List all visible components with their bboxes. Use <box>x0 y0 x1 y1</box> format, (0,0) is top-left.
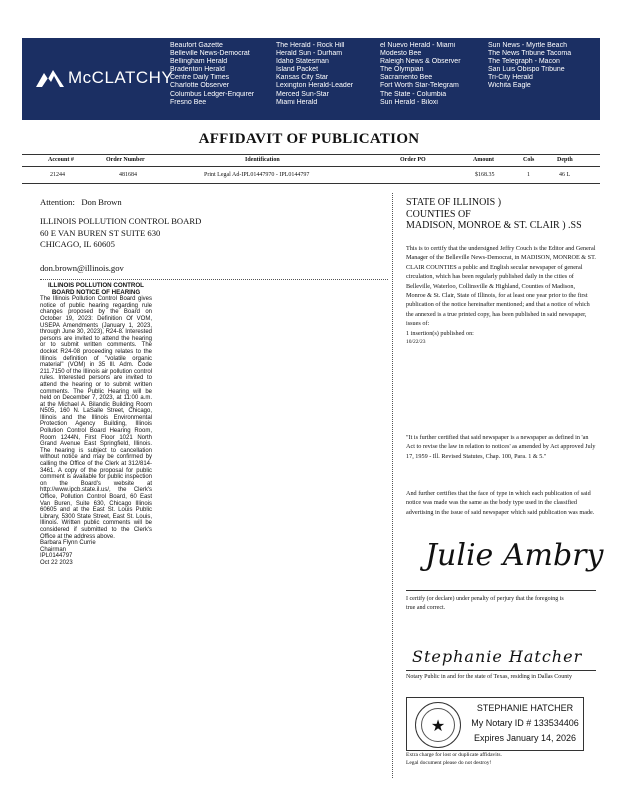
header-cols: Cols <box>523 157 535 163</box>
value-depth: 46 L <box>559 172 571 178</box>
address-line: 60 E VAN BUREN ST SUITE 630 <box>40 227 161 238</box>
state-block <box>406 197 596 232</box>
publication-name: Lexington Herald-Leader <box>276 82 354 90</box>
notice-signoff: Chairman <box>40 546 67 553</box>
publication-name: Bradenton Herald <box>170 66 225 74</box>
editor-signature: Julie Ambry <box>425 538 604 573</box>
notary-expiry: Expires January 14, 2026 <box>473 733 577 743</box>
publication-name: The Herald - Rock Hill <box>276 42 345 49</box>
notary-name: STEPHANIE HATCHER <box>476 703 574 713</box>
value-amount: $168.35 <box>475 172 495 178</box>
attention-label: Attention: <box>40 197 75 207</box>
header-amount: Amount <box>473 157 495 163</box>
notary-stamp <box>406 697 584 751</box>
publication-name <box>488 99 598 107</box>
stamp-text <box>469 701 581 746</box>
insertion-count: 1 insertion(s) published on: <box>406 329 474 337</box>
notary-signature: Stephanie Hatcher <box>412 647 583 666</box>
publication-name: Belleville News-Democrat <box>170 50 250 58</box>
notary-seal <box>415 702 461 748</box>
publication-name: Raleigh News & Observer <box>380 58 461 66</box>
notice-title: ILLINOIS POLLUTION CONTROL BOARD NOTICE OF HEARING <box>48 282 144 296</box>
seal-inner-ring <box>421 708 455 742</box>
notice-signoff: Barbara Flynn Currie <box>40 540 96 547</box>
value-account: 21244 <box>50 172 65 178</box>
column-divider <box>392 193 393 778</box>
header-order-number: Order Number <box>106 157 145 163</box>
publication-name: The News Tribune Tacoma <box>488 50 572 58</box>
notice-signoff: Oct 22 2023 <box>40 559 73 566</box>
footer-notes <box>406 752 502 767</box>
address-line: ILLINOIS POLLUTION CONTROL BOARD <box>40 216 202 226</box>
state-line: COUNTIES OF <box>406 208 471 220</box>
perjury-statement: I certify (or declare) under penalty of perjury that the foregoing is true and correct. <box>406 596 564 611</box>
publisher-banner <box>22 38 600 120</box>
publication-name: Tri-City Herald <box>488 74 533 82</box>
address-line: CHICAGO, IL 60605 <box>40 239 115 249</box>
publication-name: The Telegraph - Macon <box>488 58 560 66</box>
act-certification: "It is further certified that said newspaper is a newspaper as defined in 'an Act to revise the law in relation to notices' as amended by Act approved July 17, 1959 - Ill. Revised Statutes, Chap. 100, Para. 1 & 5." <box>406 434 596 460</box>
notary-statement: Notary Public in and for the state of Texas, residing in Dallas County <box>406 674 572 680</box>
publication-name: Charlotte Observer <box>170 82 230 90</box>
brand-name: McCLATCHY <box>68 68 174 87</box>
publication-name: Fort Worth Star-Telegram <box>380 82 459 90</box>
publication-name: Columbus Ledger-Enquirer <box>170 90 255 98</box>
publication-name: Sun News - Myrtle Beach <box>488 42 567 49</box>
mountain-logo-icon <box>36 69 64 87</box>
publication-name: Beaufort Gazette <box>170 42 223 49</box>
footer-line: Legal document please do not destroy! <box>406 759 492 766</box>
publication-name: Sacramento Bee <box>380 74 433 82</box>
publication-list <box>170 42 598 107</box>
mailing-address <box>40 216 201 251</box>
value-identification: Print Legal Ad-IPL01447970 - IPL0144797 <box>204 172 310 178</box>
certification-main: This is to certify that the undersigned Jeffry Couch is the Editor and General Manager of the Belleville News-Democrat, in MADISON, MONROE & ST. CLAIR COUNTIES a public and English secular newspaper of general circulation, which has been regularly published daily in the cities of Belleville, Waterloo, Collinsville & Highland, Counties of Madison, Monroe & St. Clair, State of Illinois, for at least one year prior to the first publication of the notice hereinafter mentioned; and that a notice of which the annexed is a true printed copy, has been published in said newspaper, issues of: <box>406 245 596 328</box>
type-certification: And further certifies that the face of type in which each publication of said notice was made was the same as the body type used in the classified advertising in the issue of said newspaper which said publication was made. <box>406 490 595 516</box>
document-title: AFFIDAVIT OF PUBLICATION <box>198 131 420 147</box>
contact-email: don.brown@illinois.gov <box>40 263 124 273</box>
footer-line: Extra charge for lost or duplicate affidavits. <box>406 752 502 758</box>
publication-name: Kansas City Star <box>276 74 329 82</box>
mcclatchy-logo <box>36 68 173 88</box>
table-top-rule <box>22 154 600 155</box>
publication-name: Merced Sun-Star <box>276 90 329 98</box>
attention-name: Don Brown <box>81 197 122 207</box>
state-line: STATE OF ILLINOIS ) <box>406 197 502 208</box>
header-account: Account # <box>48 157 74 163</box>
notary-id: My Notary ID # 133534406 <box>471 718 579 728</box>
table-bottom-rule <box>22 183 600 184</box>
attention-line <box>40 197 122 209</box>
publication-name: Wichita Eagle <box>488 82 531 90</box>
publication-name: Fresno Bee <box>170 98 207 106</box>
publication-name: Modesto Bee <box>380 50 422 58</box>
header-depth: Depth <box>557 157 573 163</box>
publication-name: el Nuevo Herald - Miami <box>380 42 456 49</box>
signature-rule <box>406 590 596 591</box>
publication-name <box>488 91 598 99</box>
notary-signature-rule <box>406 670 596 671</box>
star-icon: ★ <box>430 718 446 735</box>
notice-body: The Illinois Pollution Control Board gives notice of public hearing regarding rule changes proposed by the Board on October 19, 2023: Definition Of VOM, USEPA Amendments (January 1, 2023, through June 30, 2023), R24-8. Interested persons are invited to attend the hearing or to submit written comments. The docket R24-08 proceeding relates to the Illinois definition of "volatile organic material" (VOM) in 35 Ill. Adm. Code 211.7150 of the Illinois air pollution control rules. Interested persons are invited to attend the hearing or to submit written comments. The Public Hearing will be held on December 7, 2023, at 11:00 a.m. at the Michael A. Bilandic Building Room N505, 160 N. LaSalle Street, Chicago, Illinois and the Illinois Environmental Protection Agency Building, Illinois Pollution Control Board Hearing Room, Room 1244N, First Floor 1021 North Grand Avenue East Springfield, Illinois. The hearing is subject to cancellation without notice and may be confirmed by calling the Office of the Clerk at 312/814-3461. A copy of the proposal for public comment is available for public inspection on the Board's website at http://www.ipcb.state.il.us/, the Clerk's Office, Pollution Control Board, 60 East Van Buren, Suite 630, Chicago Illinois 60605 and at the East St. Louis Public Library, 5300 State Street, East St. Louis, Illinois. Written public comments will be considered if submitted to the Clerk's Office at the address above. <box>40 296 152 540</box>
publication-name: Herald Sun - Durham <box>276 50 343 58</box>
publication-name: Miami Herald <box>276 98 318 106</box>
certification-text <box>406 244 596 347</box>
publication-name: San Luis Obispo Tribune <box>488 66 565 74</box>
value-cols: 1 <box>527 172 530 178</box>
publication-name: The Olympian <box>380 66 424 74</box>
publication-name: Sun Herald - Biloxi <box>380 98 438 106</box>
legal-notice <box>40 283 152 567</box>
publication-name: Idaho Statesman <box>276 58 329 66</box>
notice-signoff: IPL0144797 <box>40 553 73 560</box>
header-order-po: Order PO <box>400 157 426 163</box>
value-order-number: 481684 <box>119 172 137 178</box>
table-header-rule <box>22 166 600 167</box>
publication-date: 10/22/23 <box>406 339 426 346</box>
dotted-separator <box>40 279 388 280</box>
state-line: MADISON, MONROE & ST. CLAIR ) .SS <box>406 220 582 231</box>
publication-name: The State - Columbia <box>380 90 447 98</box>
publication-name: Bellingham Herald <box>170 58 228 66</box>
header-identification: Identification <box>245 157 280 163</box>
publication-name: Centre Daily Times <box>170 74 230 82</box>
publication-name: Island Packet <box>276 66 319 74</box>
